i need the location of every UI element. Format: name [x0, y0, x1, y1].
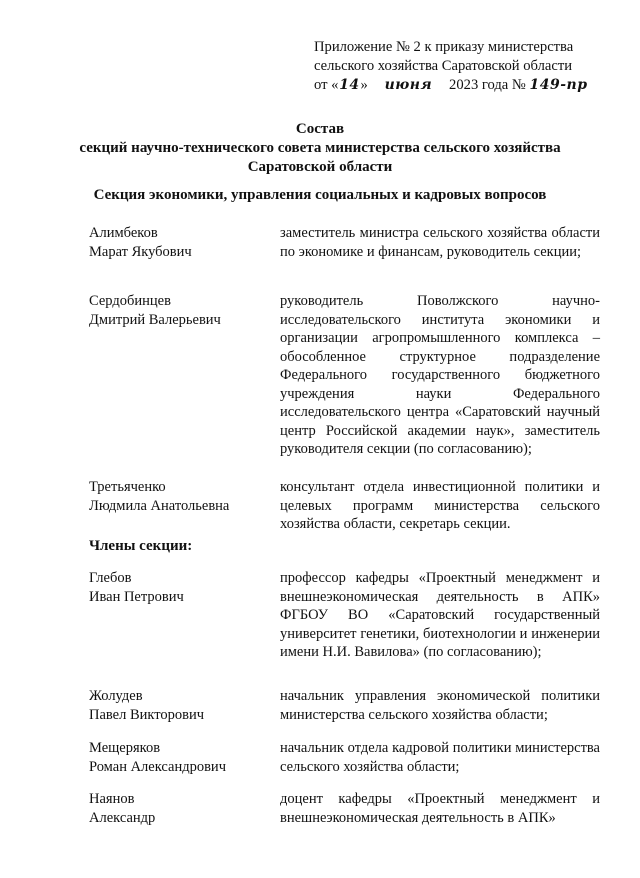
person-surname: Жолудев	[89, 688, 143, 704]
person-name	[89, 292, 269, 329]
appendix-line-3	[314, 76, 604, 95]
person-given-name: Павел Викторович	[89, 706, 205, 723]
person-surname: Глебов	[89, 570, 132, 586]
person-given-name: Марат Якубович	[89, 243, 192, 260]
person-name	[89, 224, 269, 261]
title-line-3: Саратовской области	[247, 159, 393, 175]
person-role: доцент кафедры «Проектный менеджмент и внешнеэкономическая деятельность в АПК»	[280, 791, 600, 826]
appendix-from-label: от «	[314, 77, 339, 93]
person-surname: Мещеряков	[89, 740, 161, 756]
person-surname: Алимбеков	[89, 225, 158, 241]
appendix-line-2: сельского хозяйства Саратовской области	[314, 58, 573, 74]
person-given-name: Александр	[89, 809, 156, 826]
title-line-2: секций научно-технического совета министерства сельского хозяйства	[79, 140, 561, 156]
appendix-line-1: Приложение № 2 к приказу министерства	[314, 39, 574, 55]
person-surname: Сердобинцев	[89, 293, 171, 309]
appendix-year-label: 2023 года №	[449, 77, 526, 93]
person-name	[89, 687, 269, 724]
person-surname: Третьяченко	[89, 479, 166, 495]
title-line-1: Состав	[295, 121, 345, 137]
person-name	[89, 790, 269, 827]
appendix-header	[314, 38, 604, 95]
person-role: консультант отдела инвестиционной политики и целевых программ министерства сельского хозяйства области, секретарь секции.	[280, 479, 600, 532]
person-name	[89, 478, 269, 515]
person-surname: Наянов	[89, 791, 135, 807]
person-name	[89, 569, 269, 606]
person-role: заместитель министра сельского хозяйства области по экономике и финансам, руководитель секции;	[280, 225, 600, 260]
section-title: Секция экономики, управления социальных и кадровых вопросов	[93, 187, 547, 203]
person-given-name: Дмитрий Валерьевич	[89, 311, 221, 328]
person-role: профессор кафедры «Проектный менеджмент и внешнеэкономическая деятельность в АПК» ФГБОУ ВО «Саратовский государственный университет генетики, биотехнологии и инженерии имени Н.И. Вавилова» (по согласованию);	[280, 570, 600, 660]
person-given-name: Людмила Анатольевна	[89, 497, 230, 514]
members-heading: Члены секции:	[89, 538, 193, 554]
document-title	[40, 120, 600, 177]
person-name	[89, 739, 269, 776]
handwritten-day: 14	[339, 77, 360, 93]
person-given-name: Иван Петрович	[89, 588, 184, 605]
person-given-name: Роман Александрович	[89, 758, 226, 775]
handwritten-order-number: 149-пр	[529, 77, 588, 93]
person-role: руководитель Поволжского научно-исследовательского института экономики и организации агропромышленного комплекса – обособленное структурное подразделение Федерального государственного бюджетного учреждения науки Федерального исследовательского центра «Саратовский научный центр Российской академии наук», заместитель руководителя секции (по согласованию);	[280, 293, 600, 457]
handwritten-month: июня	[384, 77, 433, 93]
person-role: начальник управления экономической политики министерства сельского хозяйства области;	[280, 688, 600, 723]
appendix-close-quote: »	[360, 77, 368, 93]
person-role: начальник отдела кадровой политики министерства сельского хозяйства области;	[280, 740, 600, 775]
